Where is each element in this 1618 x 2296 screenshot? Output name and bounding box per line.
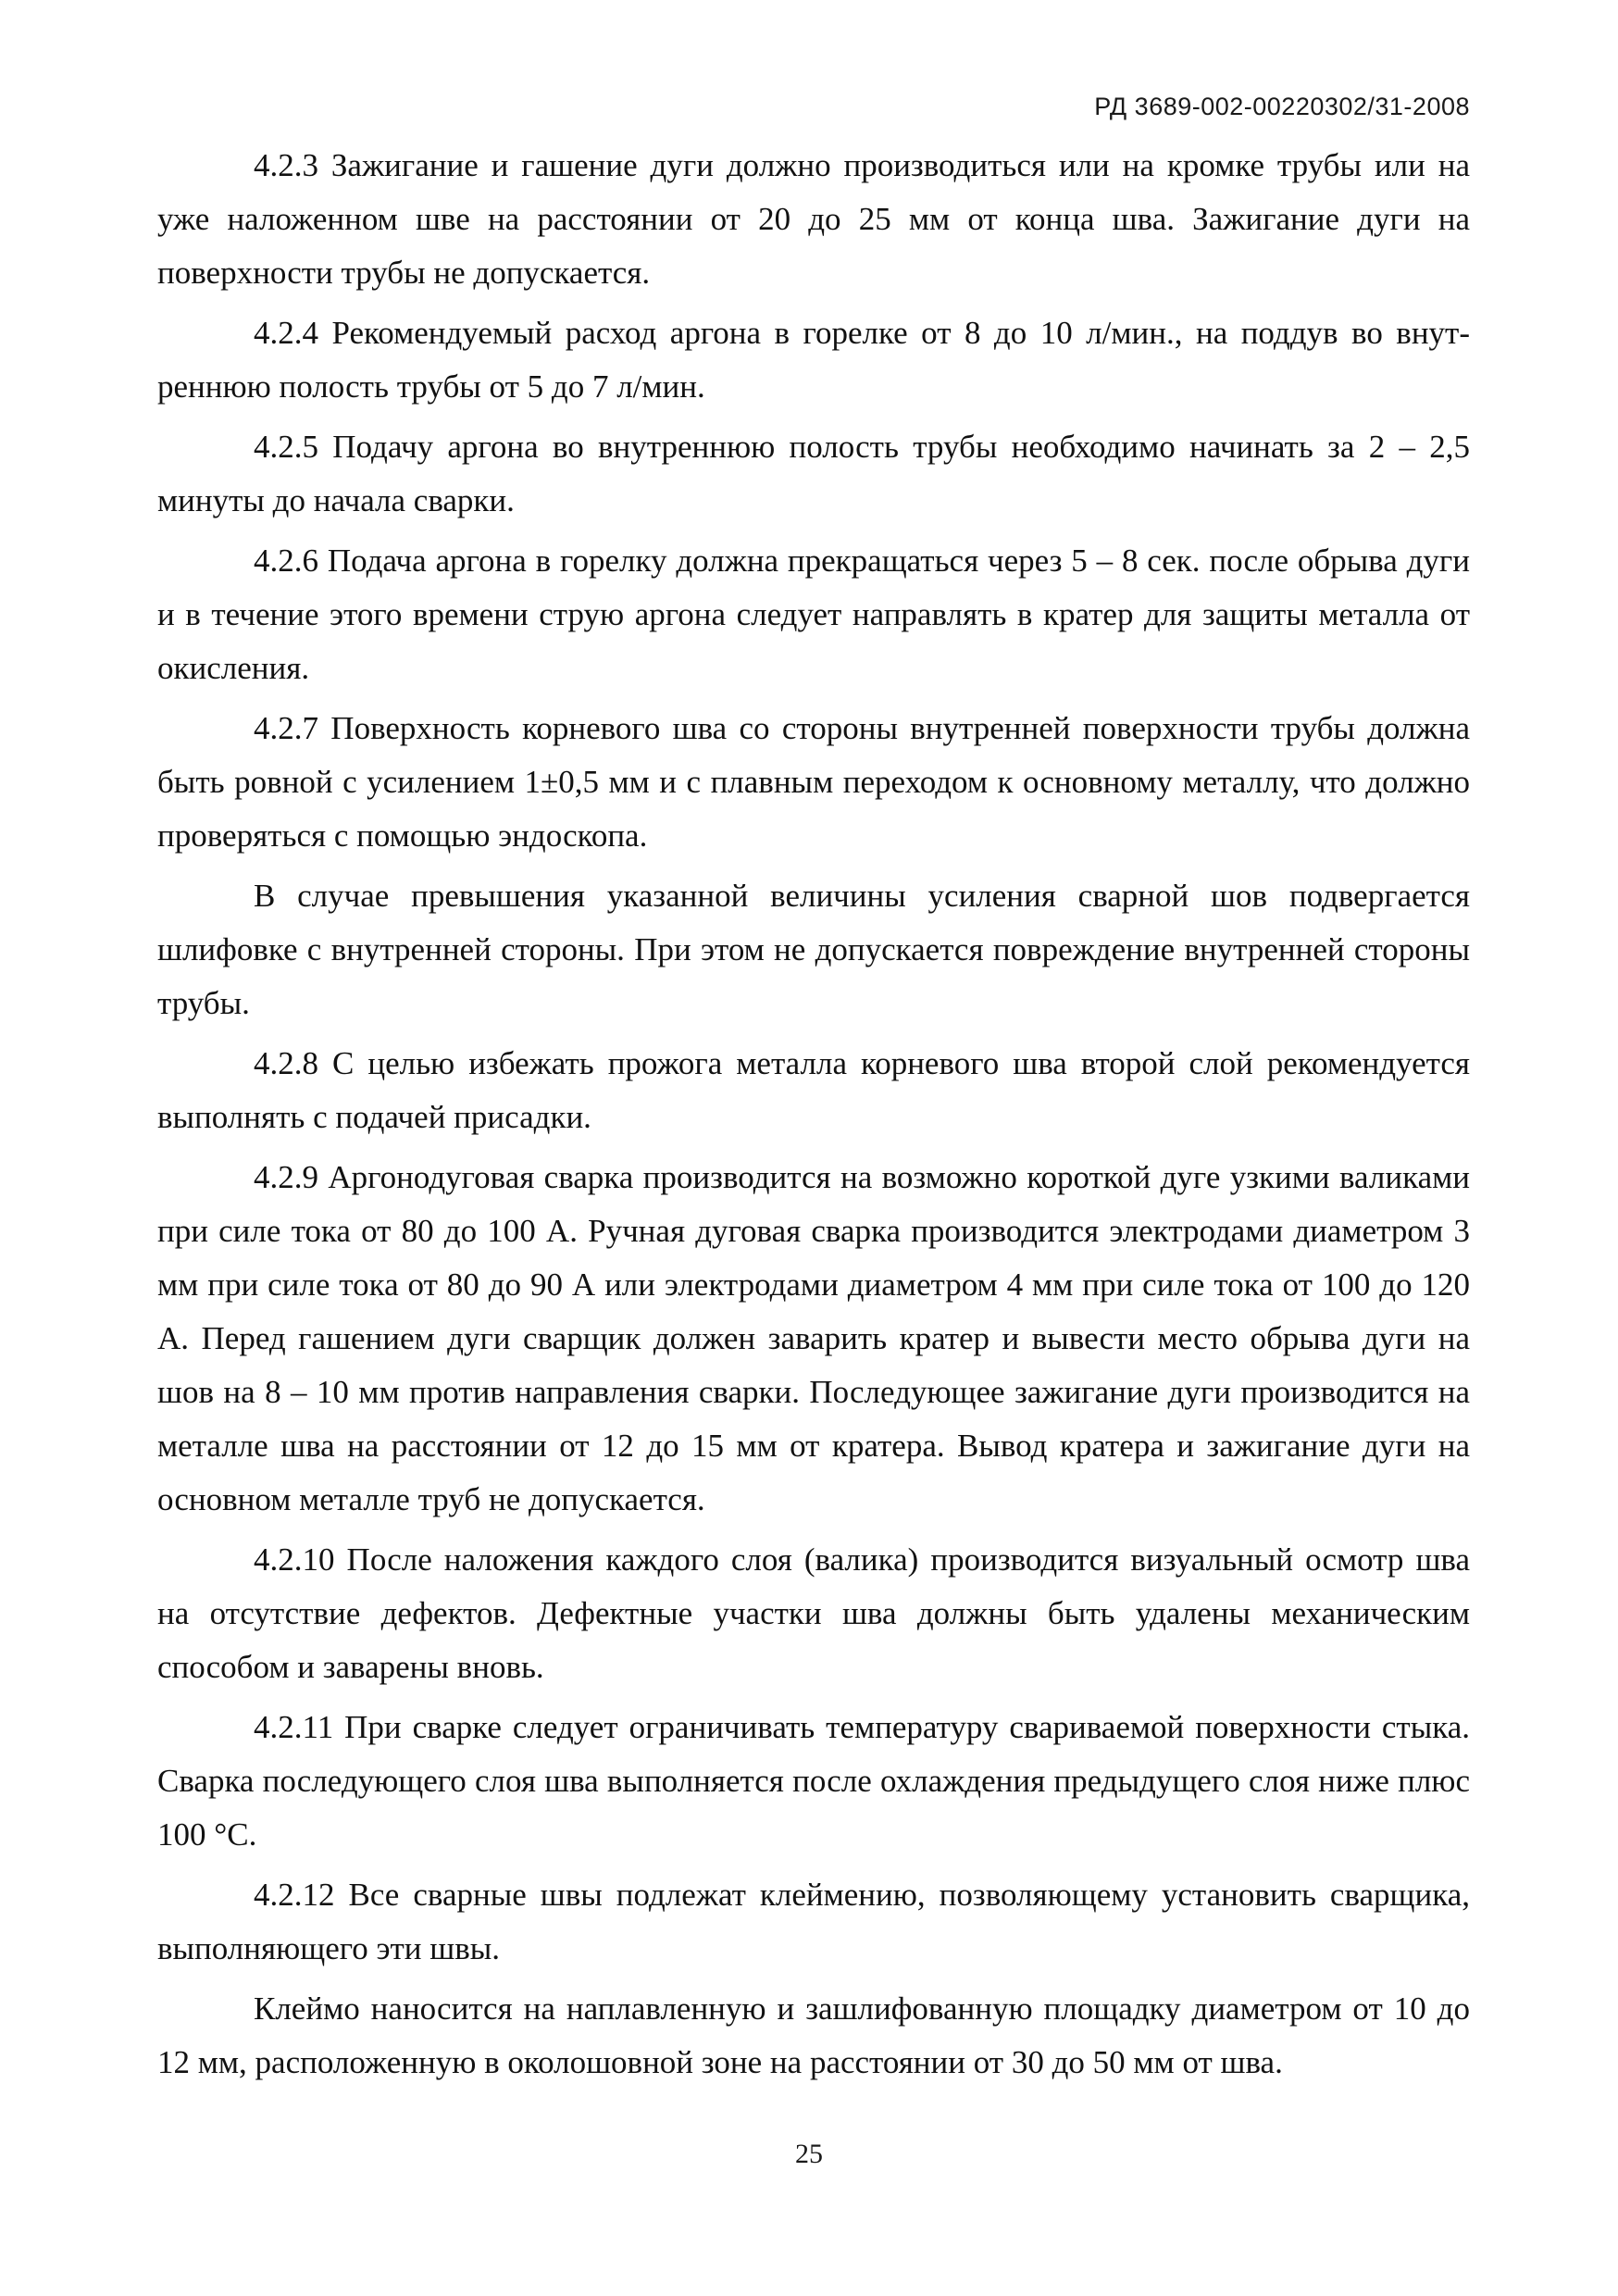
paragraph-4-2-10: 4.2.10 После наложения каждого слоя (валика) производится визуальный осмотр шва на отсутствие дефектов. Дефектные участки шва должны быть удалены механическим способом и заварены вновь. xyxy=(157,1541,1470,1685)
paragraph-4-2-8: 4.2.8 С целью избежать прожога металла корневого шва второй слой рекомендуется выполнять с подачей присадки. xyxy=(157,1045,1470,1135)
paragraph-4-2-4: 4.2.4 Рекомендуемый расход аргона в горелке от 8 до 10 л/мин., на поддув во внутреннюю полость трубы от 5 до 7 л/мин. xyxy=(157,315,1470,405)
document-body xyxy=(157,139,1470,2096)
paragraph-4-2-12: 4.2.12 Все сварные швы подлежат клеймению, позволяющему установить сварщика, выполняющего эти швы. xyxy=(157,1877,1470,1966)
paragraph-4-2-3: 4.2.3 Зажигание и гашение дуги должно производиться или на кромке трубы или на уже наложенном шве на расстоянии от 20 до 25 мм от конца шва. Зажигание дуги на поверхности трубы не допускается. xyxy=(157,147,1470,291)
paragraph-4-2-6: 4.2.6 Подача аргона в горелку должна прекращаться через 5 – 8 сек. после обрыва дуги и в течение этого времени струю аргона следует направлять в кратер для защиты металла от окисления. xyxy=(157,543,1470,686)
paragraph-4-2-7: 4.2.7 Поверхность корневого шва со стороны внутренней поверхности трубы должна быть ровной с усилением 1±0,5 мм и с плавным переходом к основному металлу, что должно проверяться с помощью эндоскопа. xyxy=(157,710,1470,854)
paragraph-4-2-5: 4.2.5 Подачу аргона во внутреннюю полость трубы необходимо начинать за 2 – 2,5 минуты до начала сварки. xyxy=(157,429,1470,518)
document-code: РД 3689-002-00220302/31-2008 xyxy=(1094,93,1470,120)
paragraph-4-2-11: 4.2.11 При сварке следует ограничивать температуру свариваемой поверхности стыка. Сварка последующего слоя шва выполняется после охлаждения предыдущего слоя ниже плюс 100 °С. xyxy=(157,1709,1470,1853)
paragraph-4-2-9: 4.2.9 Аргонодуговая сварка производится на возможно короткой дуге узкими валиками при силе тока от 80 до 100 А. Ручная дуговая сварка производится электродами диаметром 3 мм при силе тока от 80 до 90 А или электродами диаметром 4 мм при силе тока от 100 до 120 А. Перед гашением дуги сварщик должен заварить кратер и вывести место обрыва дуги на шов на 8 – 10 мм против направления сварки. Последующее зажигание дуги производится на металле шва на расстоянии от 12 до 15 мм от кратера. Вывод кратера и зажигание дуги на основном металле труб не допускается. xyxy=(157,1159,1470,1517)
paragraph-4-2-7-note: В случае превышения указанной величины усиления сварной шов подвергается шлифовке с внутренней стороны. При этом не допускается повреждение внутренней стороны трубы. xyxy=(157,878,1470,1021)
paragraph-4-2-12-stamp: Клеймо наносится на наплавленную и зашлифованную площадку диаметром от 10 до 12 мм, расположенную в околошовной зоне на расстоянии от 30 до 50 мм от шва. xyxy=(157,1990,1470,2080)
page-number: 25 xyxy=(795,2139,823,2169)
